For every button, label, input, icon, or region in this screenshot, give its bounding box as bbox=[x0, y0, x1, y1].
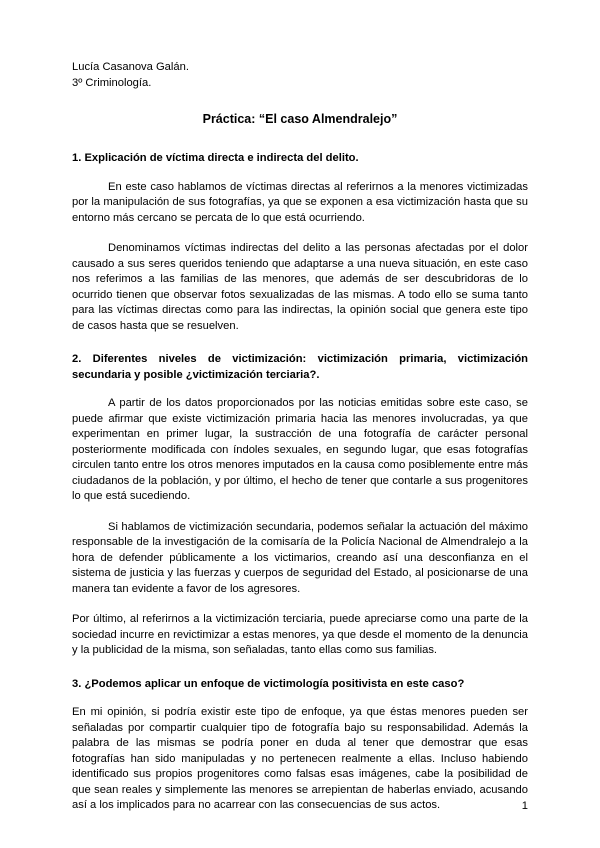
section-1-paragraph-1: En este caso hablamos de víctimas directas al referirnos a la menores victimizadas por la manipulación de sus fotografías, ya que se exponen a esa victimización hasta que su entorno más cercano se percata de lo que está ocurriendo. bbox=[72, 180, 528, 224]
section-2-paragraph-3: Por último, al referirnos a la victimización terciaria, puede apreciarse como una parte de la sociedad incurre en revictimizar a estas menores, ya que desde el momento de la denuncia y la publicidad de la misma, son señaladas, tanto ellas como sus familias. bbox=[72, 613, 528, 656]
document-title: Práctica: “El caso Almendralejo” bbox=[202, 112, 398, 126]
section-enfoque-positivista bbox=[72, 677, 528, 814]
section-2-paragraph-1: A partir de los datos proporcionados por las noticias emitidas sobre este caso, se puede afirmar que existe victimización primaria hacia las menores involucradas, ya que experimentan en primer lugar, la sustracción de una fotografía de carácter personal posteriormente modificada con índoles sexuales, en segundo lugar, que esas fotografías circulen tanto entre los otros menores imputados en la causa como posiblemente entre más ciudadanos de la población, y por último, el hecho de tener que contarle a sus progenitores lo que está sucediendo. bbox=[72, 397, 528, 502]
section-niveles-victimizacion bbox=[72, 352, 528, 659]
page-number: 1 bbox=[521, 799, 528, 812]
section-1-heading: 1. Explicación de víctima directa e indirecta del delito. bbox=[72, 152, 359, 164]
section-2-heading: 2. Diferentes niveles de victimización: victimización primaria, victimización secundaria y posible ¿victimización terciaria?. bbox=[72, 353, 528, 381]
section-2-paragraph-2: Si hablamos de victimización secundaria, podemos señalar la actuación del máximo responsable de la investigación de la comisaría de la Policía Nacional de Almendralejo a la hora de defender públicamente a los victimarios, creando así una desconfianza en el sistema de justicia y las fuerzas y cuerpos de seguridad del Estado, al posicionarse de una manera tan evidente a favor de los agresores. bbox=[72, 520, 528, 595]
author-course: 3º Criminología. bbox=[72, 76, 152, 89]
section-1-paragraph-2: Denominamos víctimas indirectas del delito a las personas afectadas por el dolor causado a sus seres queridos teniendo que adaptarse a una nueva situación, en este caso nos referimos a las familias de las menores, que además de ser descubridoras de lo ocurrido tienen que observar fotos sexualizadas de las mismas. A todo ello se suma tanto para las víctimas directas como para las indirectas, la opinión social que genera este tipo de casos hasta que se resuelven. bbox=[72, 242, 528, 332]
section-3-paragraph-1: En mi opinión, si podría existir este tipo de enfoque, ya que éstas menores pueden ser señaladas por compartir cualquier tipo de fotografía bajo su responsabilidad. Además la palabra de las mismas se podría poner en duda al tener que demostrar que esas fotografías han sido manipuladas y no pertenecen realmente a ellas. Incluso habiendo identificado sus propios progenitores como falsas esas imágenes, cabe la posibilidad de que sean reales y simplemente las menores se arrepientan de haberlas enviado, acusando así a los implicados para no acarrear con las consecuencias de sus actos. bbox=[72, 706, 528, 811]
section-victima-directa-indirecta bbox=[72, 151, 528, 334]
section-3-heading: 3. ¿Podemos aplicar un enfoque de victimología positivista en este caso? bbox=[72, 677, 465, 690]
document-header bbox=[72, 60, 528, 91]
author-name: Lucía Casanova Galán. bbox=[72, 61, 189, 73]
